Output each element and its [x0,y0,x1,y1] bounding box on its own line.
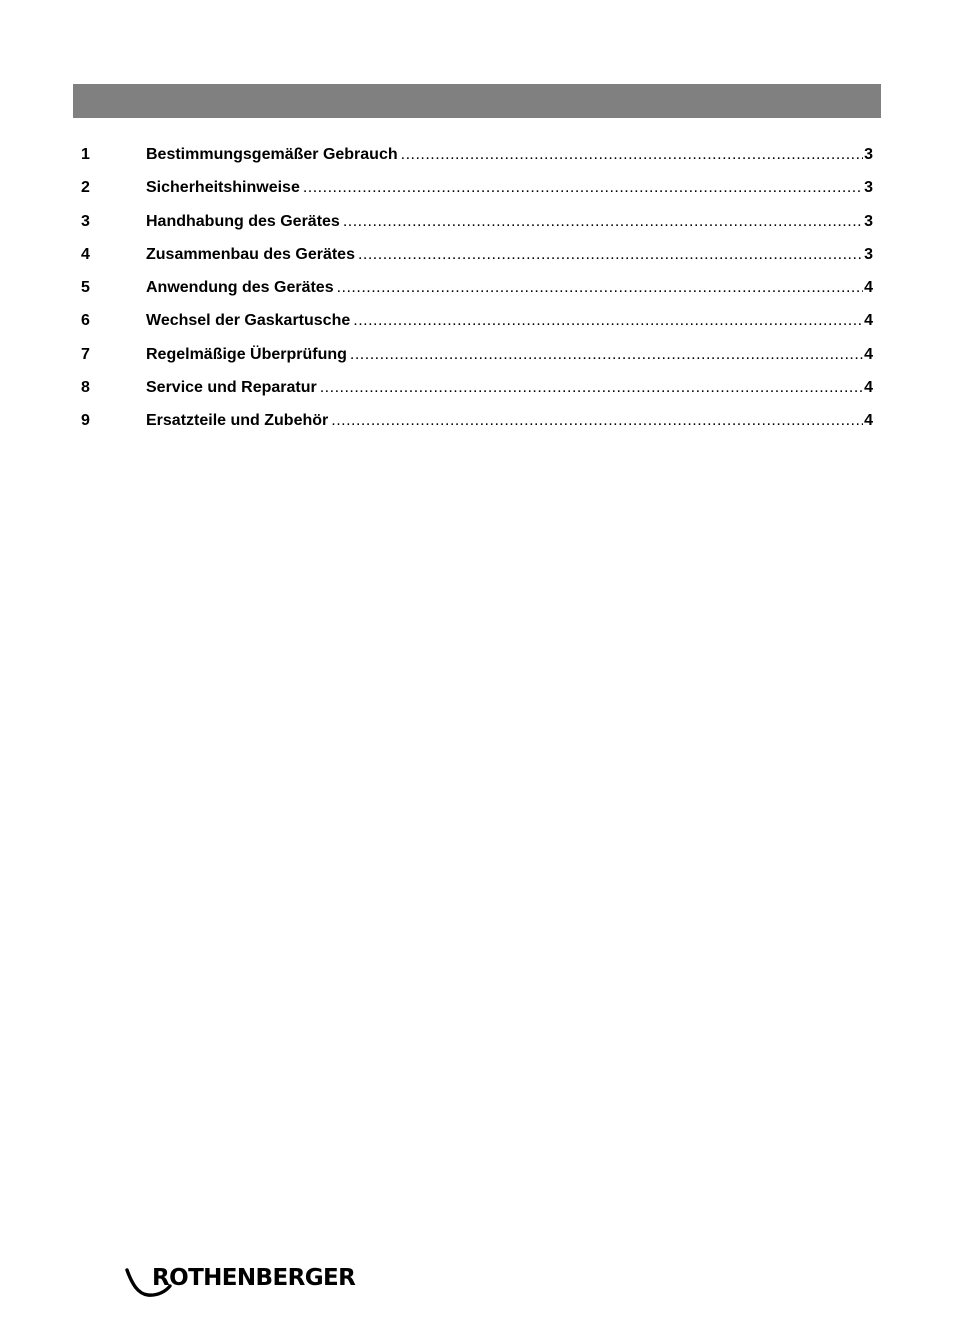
toc-entry-title: Anwendung des Gerätes [146,279,334,297]
rothenberger-logo [124,1262,364,1300]
toc-dot-leader [303,176,863,200]
toc-entry[interactable] [81,243,873,276]
toc-dot-leader [343,210,863,234]
toc-entry-number: 9 [81,412,90,430]
toc-entry-number: 1 [81,146,90,163]
toc-entry-title: Service und Reparatur [146,379,317,397]
toc-entry-page: 4 [864,279,873,297]
toc-entry-title: Wechsel der Gaskartusche [146,312,351,330]
toc-entry[interactable] [81,409,873,442]
logo-wordmark: ROTHENBERGER [152,1265,356,1291]
toc-entry-number: 7 [81,345,90,363]
toc-entry[interactable] [81,276,873,309]
toc-entry[interactable] [81,210,873,243]
toc-entry-page: 3 [864,179,873,197]
toc-dot-leader [358,243,863,267]
toc-dot-leader [337,276,864,300]
toc-entry[interactable] [81,143,873,176]
toc-entry[interactable] [81,376,873,409]
header-bar [73,84,881,118]
toc-entry-page: 3 [864,146,873,163]
table-of-contents [81,143,873,443]
toc-entry-page: 3 [864,212,873,230]
toc-entry-title: Bestimmungsgemäßer Gebrauch [146,146,398,163]
toc-entry-number: 3 [81,212,90,230]
toc-dot-leader [350,343,863,367]
toc-entry-number: 2 [81,179,90,197]
toc-dot-leader [320,376,863,400]
toc-entry[interactable] [81,343,873,376]
toc-entry[interactable] [81,309,873,342]
toc-entry-title: Zusammenbau des Gerätes [146,245,355,263]
toc-entry-page: 3 [864,245,873,263]
toc-dot-leader [401,143,863,167]
toc-entry-title: Handhabung des Gerätes [146,212,340,230]
toc-entry[interactable] [81,176,873,209]
toc-entry-title: Sicherheitshinweise [146,179,300,197]
toc-entry-page: 4 [864,312,873,330]
toc-entry-number: 5 [81,279,90,297]
toc-entry-number: 4 [81,245,90,263]
toc-entry-number: 8 [81,379,90,397]
toc-entry-number: 6 [81,312,90,330]
toc-entry-title: Regelmäßige Überprüfung [146,345,347,363]
toc-dot-leader [331,409,863,433]
toc-entry-page: 4 [864,345,873,363]
toc-entry-page: 4 [864,412,873,430]
toc-entry-title: Ersatzteile und Zubehör [146,412,329,430]
toc-entry-page: 4 [864,379,873,397]
toc-dot-leader [353,309,863,333]
